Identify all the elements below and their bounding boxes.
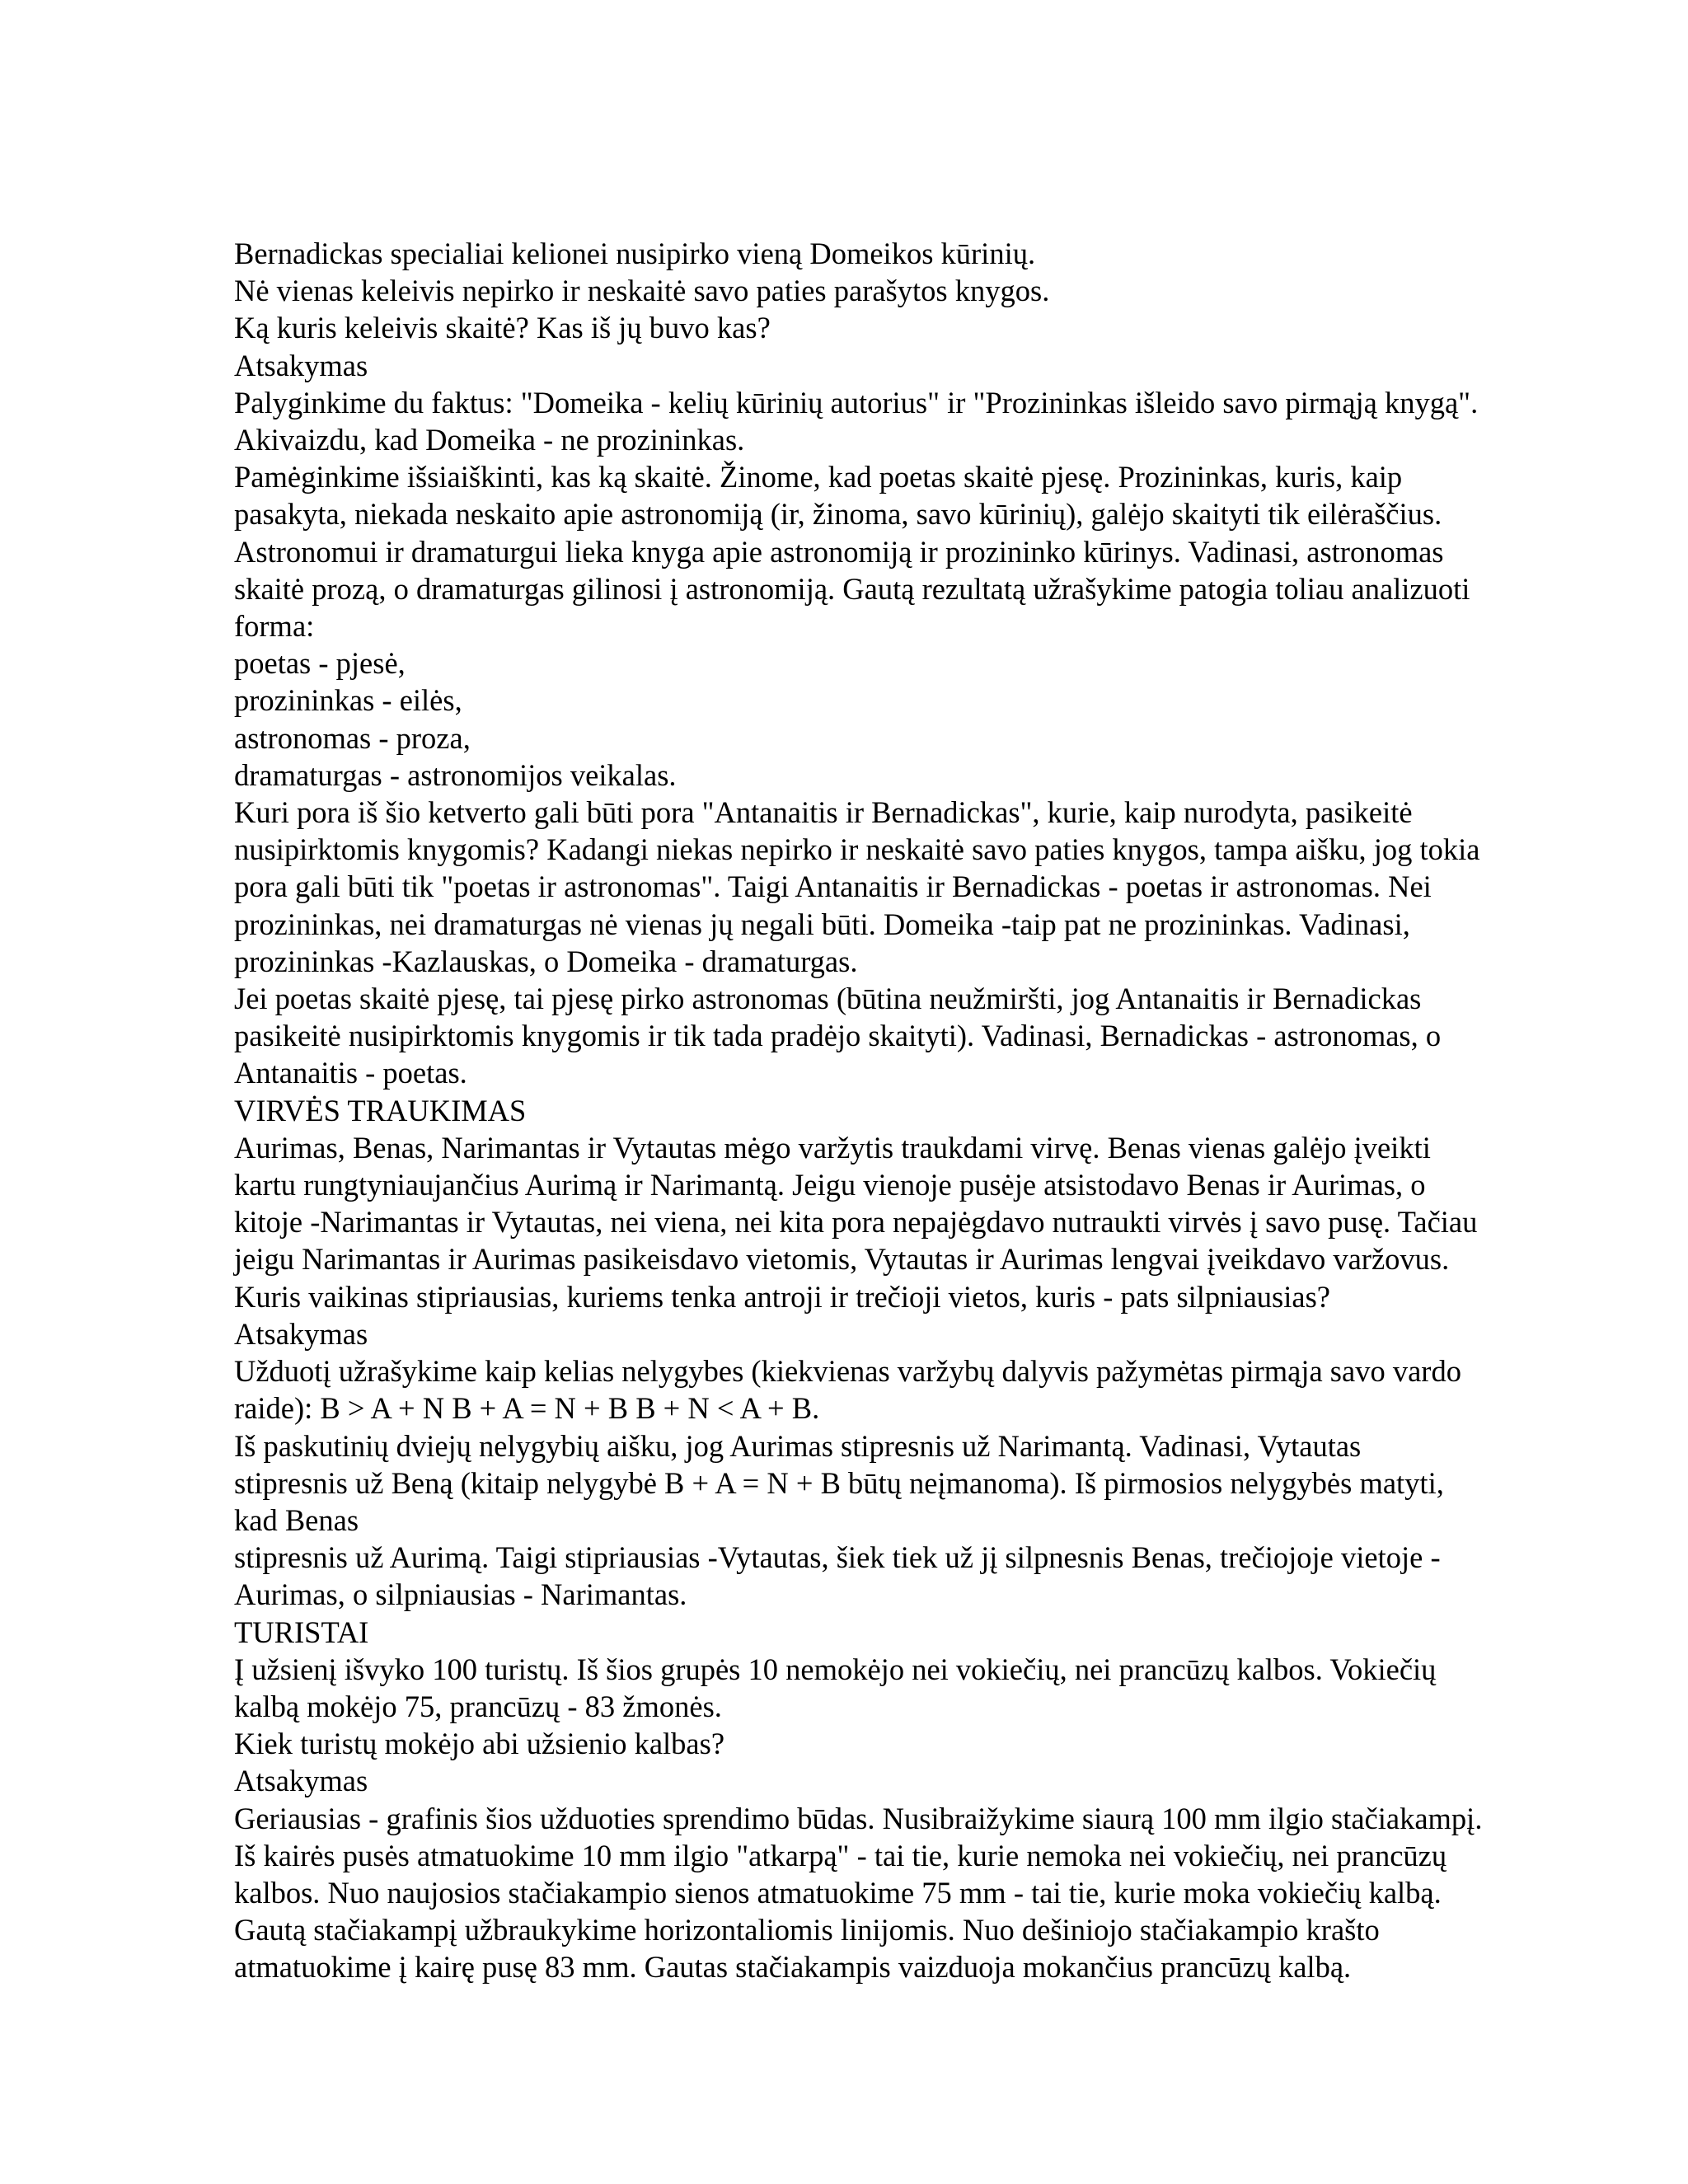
text-line: stipresnis už Beną (kitaip nelygybė B + A = N + B būtų neįmanoma). Iš pirmosios nelygybės matyti, bbox=[234, 1465, 1444, 1500]
text-line: pasakyta, niekada neskaito apie astronomiją (ir, žinoma, savo kūrinių), galėjo skaityti tik eilėraščius. bbox=[234, 497, 1442, 532]
text-line: nusipirktomis knygomis? Kadangi niekas nepirko ir neskaitė savo paties knygos, tampa aišku, jog tokia bbox=[234, 832, 1480, 867]
text-line: Kiek turistų mokėjo abi užsienio kalbas? bbox=[234, 1727, 725, 1761]
text-line: jeigu Narimantas ir Aurimas pasikeisdavo vietomis, Vytautas ir Aurimas lengvai įveikdavo varžovus. bbox=[234, 1242, 1450, 1277]
text-line: kitoje -Narimantas ir Vytautas, nei viena, nei kita pora nepajėgdavo nutraukti virvės į savo pusę. Tačiau bbox=[234, 1205, 1478, 1240]
text-line: pora gali būti tik "poetas ir astronomas". Taigi Antanaitis ir Bernadickas - poetas ir astronomas. Nei bbox=[234, 869, 1432, 904]
section-heading-answer: Atsakymas bbox=[234, 1316, 368, 1351]
list-item: prozininkas - eilės, bbox=[234, 683, 462, 718]
text-line: kad Benas bbox=[234, 1502, 359, 1537]
list-item: poetas - pjesė, bbox=[234, 646, 406, 681]
text-line: Aurimas, Benas, Narimantas ir Vytautas mėgo varžytis traukdami virvę. Benas vienas galėjo įveikti bbox=[234, 1130, 1431, 1165]
text-line: Akivaizdu, kad Domeika - ne prozininkas. bbox=[234, 423, 745, 457]
list-item: dramaturgas - astronomijos veikalas. bbox=[234, 757, 677, 792]
text-line: Geriausias - grafinis šios užduoties sprendimo būdas. Nusibraižykime siaurą 100 mm ilgio stačiakampį. bbox=[234, 1801, 1483, 1835]
section-heading-answer: Atsakymas bbox=[234, 1764, 368, 1798]
text-line: prozininkas -Kazlauskas, o Domeika - dramaturgas. bbox=[234, 944, 858, 978]
text-line: Iš kairės pusės atmatuokime 10 mm ilgio "atkarpą" - tai tie, kurie nemoka nei vokiečių, nei prancūzų bbox=[234, 1838, 1447, 1872]
text-line: Ką kuris keleivis skaitė? Kas iš jų buvo kas? bbox=[234, 311, 771, 345]
text-line: atmatuokime į kairę pusę 83 mm. Gautas stačiakampis vaizduoja mokančius prancūzų kalbą. bbox=[234, 1950, 1352, 1985]
text-line: raide): B > A + N B + A = N + B B + N < A + B. bbox=[234, 1391, 820, 1426]
text-line: Nė vienas keleivis nepirko ir neskaitė savo paties parašytos knygos. bbox=[234, 274, 1050, 308]
text-line: prozininkas, nei dramaturgas nė vienas jų negali būti. Domeika -taip pat ne prozininkas. Vadinasi, bbox=[234, 907, 1410, 941]
text-line: kalbos. Nuo naujosios stačiakampio sienos atmatuokime 75 mm - tai tie, kurie moka vokiečių kalbą. bbox=[234, 1875, 1442, 1910]
text-line: Kuris vaikinas stipriausias, kuriems tenka antroji ir trečioji vietos, kuris - pats silpniausias? bbox=[234, 1279, 1330, 1314]
text-line: Užduotį užrašykime kaip kelias nelygybes (kiekvienas varžybų dalyvis pažymėtas pirmąja savo vardo bbox=[234, 1354, 1461, 1389]
text-line: Jei poetas skaitė pjesę, tai pjesę pirko astronomas (būtina neužmiršti, jog Antanaitis ir Bernadickas bbox=[234, 982, 1422, 1016]
section-heading-tug-of-war: VIRVĖS TRAUKIMAS bbox=[234, 1093, 527, 1127]
text-line: Kuri pora iš šio ketverto gali būti pora "Antanaitis ir Bernadickas", kurie, kaip nurodyta, pasikeitė bbox=[234, 795, 1413, 830]
text-line: pasikeitė nusipirktomis knygomis ir tik tada pradėjo skaityti). Vadinasi, Bernadickas - astronomas, o bbox=[234, 1019, 1442, 1053]
text-line: Bernadickas specialiai kelionei nusipirko vieną Domeikos kūrinių. bbox=[234, 237, 1036, 270]
section-heading-tourists: TURISTAI bbox=[234, 1615, 369, 1649]
text-line: Astronomui ir dramaturgui lieka knyga apie astronomiją ir prozininko kūrinys. Vadinasi, astronomas bbox=[234, 534, 1444, 569]
list-item: astronomas - proza, bbox=[234, 720, 471, 755]
document-page bbox=[234, 235, 1627, 1986]
text-line: skaitė prozą, o dramaturgas gilinosi į astronomiją. Gautą rezultatą užrašykime patogia toliau analizuoti bbox=[234, 571, 1470, 606]
text-line: Į užsienį išvyko 100 turistų. Iš šios grupės 10 nemokėjo nei vokiečių, nei prancūzų kalbos. Vokiečių bbox=[234, 1652, 1437, 1686]
text-line: stipresnis už Aurimą. Taigi stipriausias -Vytautas, šiek tiek už jį silpnesnis Benas, trečiojoje vietoje - bbox=[234, 1540, 1441, 1575]
text-line: kartu rungtyniaujančius Aurimą ir Narimantą. Jeigu vienoje pusėje atsistodavo Benas ir Aurimas, o bbox=[234, 1168, 1426, 1202]
text-line: forma: bbox=[234, 609, 315, 644]
section-heading-answer: Atsakymas bbox=[234, 348, 368, 382]
text-line: Gautą stačiakampį užbraukykime horizontaliomis linijomis. Nuo dešiniojo stačiakampio krašto bbox=[234, 1913, 1380, 1947]
text-line: Antanaitis - poetas. bbox=[234, 1056, 467, 1090]
text-line: Iš paskutinių dviejų nelygybių aišku, jog Aurimas stipresnis už Narimantą. Vadinasi, Vytautas bbox=[234, 1428, 1362, 1463]
text-line: Aurimas, o silpniausias - Narimantas. bbox=[234, 1577, 687, 1612]
text-line: Pamėginkime išsiaiškinti, kas ką skaitė. Žinome, kad poetas skaitė pjesę. Prozininkas, kuris, kaip bbox=[234, 460, 1403, 494]
text-line: Palyginkime du faktus: "Domeika - kelių kūrinių autorius" ir "Prozininkas išleido savo pirmąją knygą". bbox=[234, 385, 1479, 419]
text-line: kalbą mokėjo 75, prancūzų - 83 žmonės. bbox=[234, 1689, 722, 1723]
